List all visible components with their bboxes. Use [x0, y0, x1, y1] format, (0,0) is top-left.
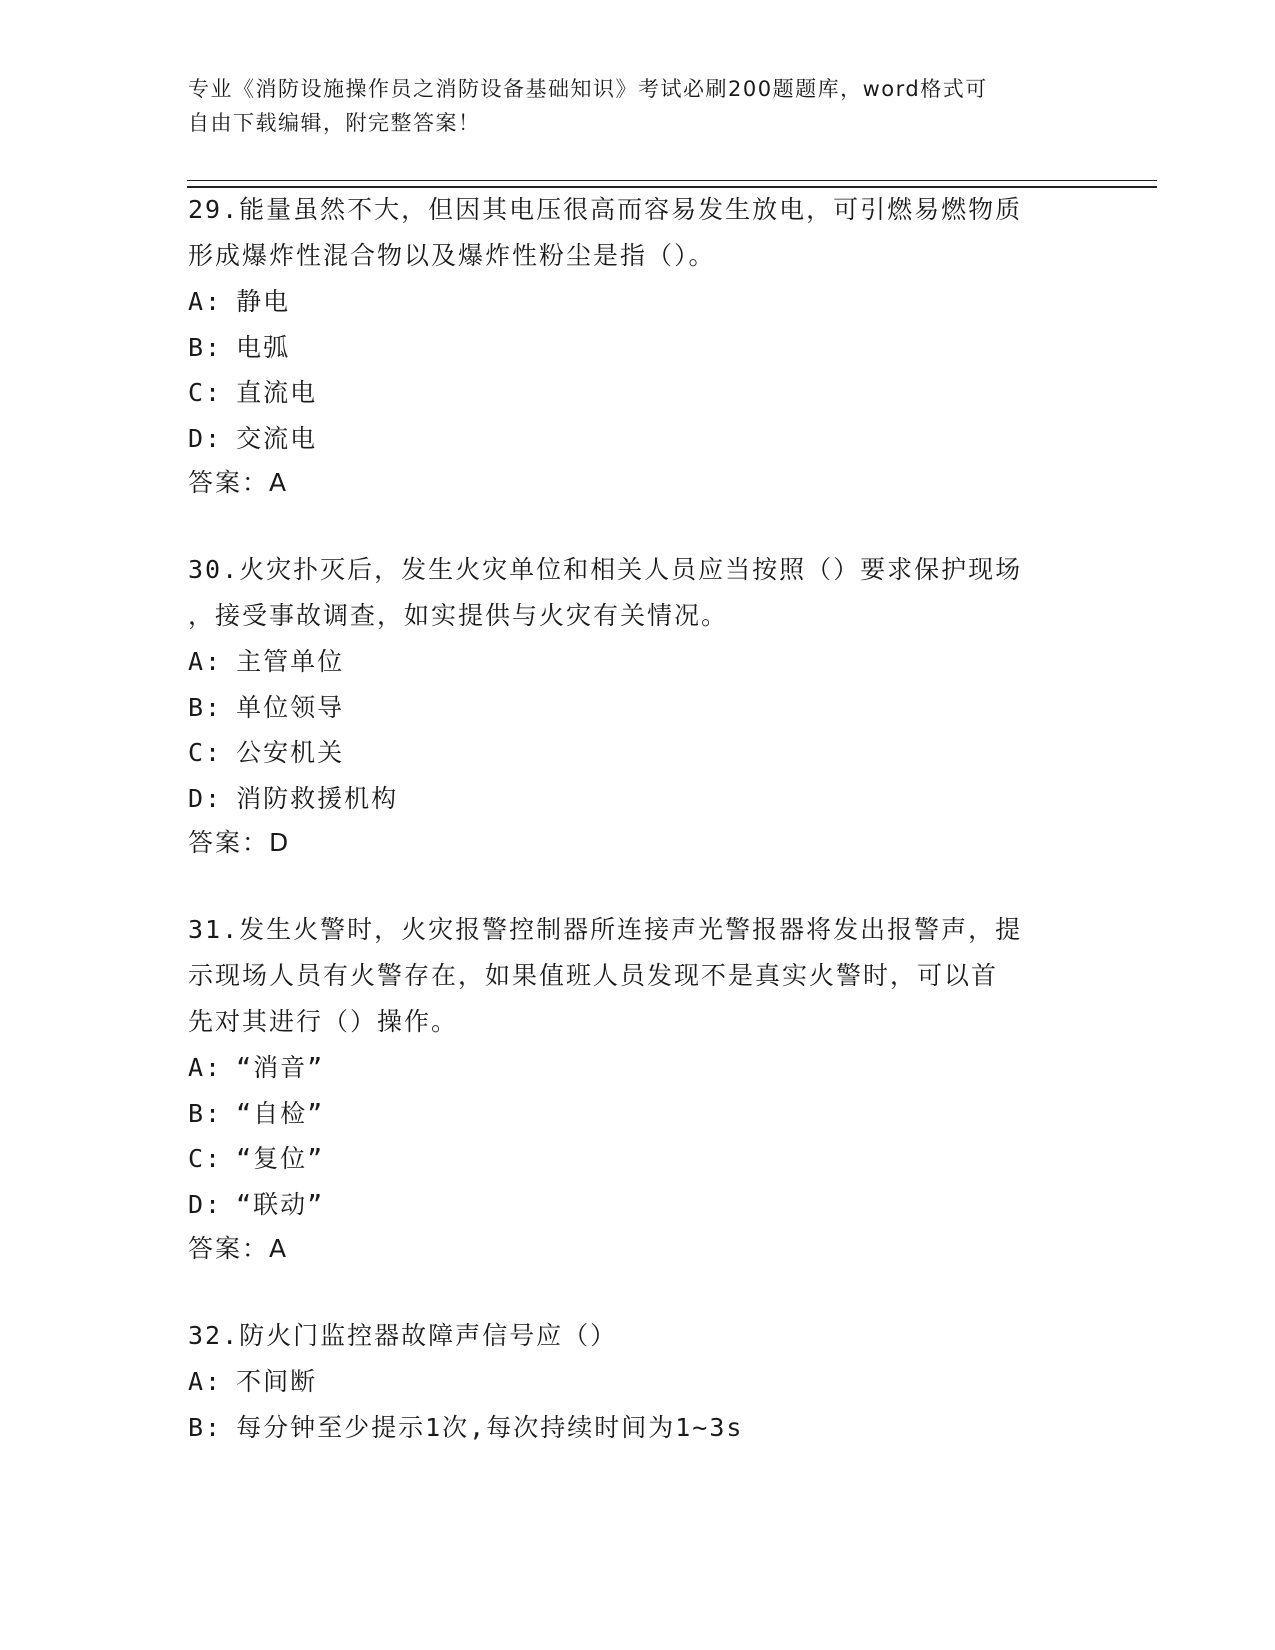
option-letter: D: [188, 783, 223, 813]
question-31 [188, 907, 1108, 1271]
question-stem [188, 187, 1108, 279]
option-letter: C: [188, 378, 223, 407]
option-a [188, 1045, 1108, 1091]
header-line-2: 自由下载编辑，附完整答案！ [188, 111, 481, 135]
option-text: “自检” [236, 1098, 325, 1128]
option-text: “复位” [236, 1144, 325, 1173]
option-b [188, 1091, 1108, 1137]
header-line-1: 专业《消防设施操作员之消防设备基础知识》考试必刷200题题库，word格式可 [188, 77, 988, 101]
option-text: 每分钟至少提示1次,每次持续时间为1~3s [236, 1412, 744, 1442]
option-c [188, 1136, 1108, 1182]
option-letter: C: [188, 738, 223, 767]
option-b [188, 325, 1108, 371]
option-text: 直流电 [236, 378, 318, 407]
option-letter: A: [188, 1053, 223, 1082]
option-text: “联动” [236, 1189, 325, 1219]
option-d [188, 416, 1108, 462]
stem-line: 示现场人员有火警存在，如果值班人员发现不是真实火警时，可以首 [188, 961, 999, 990]
question-stem [188, 547, 1108, 639]
option-c [188, 730, 1108, 776]
option-letter: A: [188, 287, 223, 316]
option-text: 主管单位 [236, 647, 345, 676]
answer-line: 答案：D [188, 828, 291, 857]
option-b [188, 1405, 1108, 1451]
option-text: 消防救援机构 [236, 783, 399, 813]
option-letter: B: [188, 1412, 223, 1442]
stem-line: 30.火灾扑灭后，发生火灾单位和相关人员应当按照（）要求保护现场 [188, 555, 1023, 584]
question-stem [188, 907, 1108, 1045]
option-d [188, 776, 1108, 822]
question-list [188, 187, 1108, 1450]
option-text: 不间断 [236, 1367, 318, 1396]
option-a [188, 639, 1108, 685]
option-b [188, 685, 1108, 731]
stem-line: 29.能量虽然不大，但因其电压很高而容易发生放电，可引燃易燃物质 [188, 195, 1023, 224]
option-a [188, 279, 1108, 325]
option-letter: D: [188, 423, 223, 453]
option-c [188, 370, 1108, 416]
stem-line: ，接受事故调查，如实提供与火灾有关情况。 [188, 601, 729, 630]
answer-line: 答案：A [188, 468, 289, 497]
option-letter: B: [188, 1098, 223, 1128]
option-text: 电弧 [236, 332, 291, 362]
option-d [188, 1182, 1108, 1228]
option-letter: A: [188, 1367, 223, 1396]
question-stem [188, 1313, 1108, 1359]
option-text: 公安机关 [236, 738, 345, 767]
option-letter: D: [188, 1189, 223, 1219]
document-header [188, 72, 1088, 140]
option-text: 单位领导 [236, 692, 345, 722]
answer-line: 答案：A [188, 1234, 289, 1263]
stem-line: 先对其进行（）操作。 [188, 1007, 459, 1036]
option-letter: B: [188, 692, 223, 722]
option-letter: C: [188, 1144, 223, 1173]
stem-line: 31.发生火警时，火灾报警控制器所连接声光警报器将发出报警声，提 [188, 915, 1023, 944]
option-text: 静电 [236, 287, 291, 316]
option-letter: B: [188, 332, 223, 362]
question-29 [188, 187, 1108, 505]
stem-line: 形成爆炸性混合物以及爆炸性粉尘是指（）。 [188, 241, 716, 270]
option-a [188, 1359, 1108, 1405]
option-text: “消音” [236, 1053, 325, 1082]
option-letter: A: [188, 647, 223, 676]
question-30 [188, 547, 1108, 865]
question-32 [188, 1313, 1108, 1450]
stem-line: 32.防火门监控器故障声信号应（） [188, 1321, 618, 1350]
option-text: 交流电 [236, 423, 318, 453]
